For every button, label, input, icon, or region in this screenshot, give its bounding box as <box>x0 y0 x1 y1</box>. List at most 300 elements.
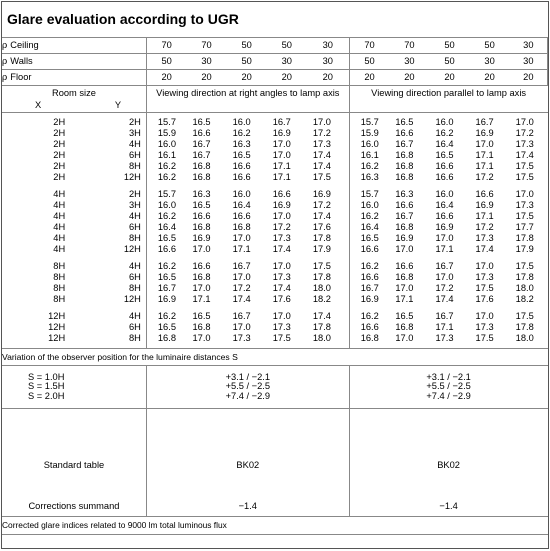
ugr-value-right: 17.6 <box>307 222 349 233</box>
ugr-value-parallel: 15.9 <box>360 128 379 138</box>
data-row <box>2 150 548 161</box>
ugr-value-parallel: 17.5 <box>515 311 534 321</box>
ugr-value-parallel: 16.8 <box>395 322 414 332</box>
ugr-value-parallel: 16.6 <box>395 261 414 271</box>
ugr-value-right: 17.5 <box>272 333 291 343</box>
ugr-value-right: 16.9 <box>157 294 176 304</box>
ugr-value-right: 16.7 <box>272 117 291 127</box>
ugr-value-right: 18.0 <box>307 283 349 294</box>
distance-label: S = 1.0H <box>28 372 65 383</box>
room-x: 8H <box>53 272 66 282</box>
ugr-value-right: 16.3 <box>232 139 251 149</box>
ugr-value-right: 16.6 <box>272 189 291 199</box>
reflectance-value: 20 <box>146 70 186 86</box>
ugr-value-parallel: 17.5 <box>515 211 534 221</box>
variation-label-row <box>2 349 548 366</box>
data-row <box>2 200 548 211</box>
room-x: 4H <box>53 222 66 232</box>
room-x: 8H <box>53 261 66 271</box>
reflectance-value: 70 <box>146 38 186 54</box>
ugr-value-right: 17.4 <box>307 311 349 322</box>
room-y: 2H <box>66 117 146 128</box>
ugr-value-parallel: 16.6 <box>435 172 454 182</box>
ugr-value-parallel: 17.6 <box>475 294 494 304</box>
ugr-value-parallel: 17.1 <box>475 161 494 171</box>
reflectance-value: 30 <box>510 54 548 70</box>
reflectance-value: 50 <box>227 38 267 54</box>
ugr-value-parallel: 16.6 <box>435 161 454 171</box>
reflectance-row <box>2 54 548 70</box>
ugr-value-right: 16.0 <box>157 200 176 210</box>
ugr-value-right: 17.4 <box>232 294 251 304</box>
room-y: 12H <box>66 244 146 255</box>
ugr-value-parallel: 17.5 <box>515 261 534 271</box>
data-row <box>2 128 548 139</box>
reflectance-value: 20 <box>267 70 307 86</box>
ugr-value-parallel: 17.0 <box>475 139 494 149</box>
ugr-value-right: 16.8 <box>192 272 211 282</box>
variation-row <box>2 366 548 409</box>
ugr-value-right: 17.2 <box>307 200 349 211</box>
room-x: 4H <box>53 200 66 210</box>
variation-parallel <box>349 366 547 409</box>
reflectance-value: 20 <box>227 70 267 86</box>
ugr-value-parallel: 16.8 <box>360 333 379 343</box>
ugr-value-parallel: 17.0 <box>395 333 414 343</box>
room-size-label: Room size <box>2 86 146 100</box>
reflectance-value: 50 <box>429 38 469 54</box>
ugr-value-parallel: 16.7 <box>395 211 414 221</box>
room-y: 8H <box>66 283 146 294</box>
ugr-value-right: 16.8 <box>192 172 211 182</box>
page-title: Glare evaluation according to UGR <box>7 11 239 27</box>
ugr-value-parallel: 17.5 <box>515 172 534 182</box>
ugr-value-parallel: 16.8 <box>395 222 414 232</box>
rho-symbol: ρ <box>2 56 8 67</box>
ugr-value-right: 16.8 <box>192 322 211 332</box>
ugr-value-right: 17.0 <box>192 244 211 254</box>
reflectance-label <box>2 54 146 70</box>
ugr-value-right: 17.1 <box>272 172 291 182</box>
ugr-value-right: 16.2 <box>157 261 176 271</box>
ugr-value-parallel: 17.3 <box>435 333 454 343</box>
variation-value-right: +7.4 / −2.9 <box>225 390 271 401</box>
ugr-value-parallel: 17.5 <box>515 161 534 171</box>
room-x: 4H <box>53 233 66 243</box>
corrections-label: Corrections summand <box>2 471 146 517</box>
ugr-value-parallel: 16.4 <box>360 222 379 232</box>
ugr-value-right: 16.5 <box>157 322 176 332</box>
ugr-value-parallel: 16.6 <box>395 200 414 210</box>
ugr-value-parallel: 17.3 <box>475 233 494 243</box>
y-label: Y <box>66 99 146 113</box>
ugr-value-right: 16.0 <box>232 189 251 199</box>
room-y: 6H <box>66 150 146 161</box>
ugr-value-right: 17.1 <box>192 294 211 304</box>
ugr-value-right: 17.4 <box>307 211 349 222</box>
reflectance-value: 20 <box>470 70 510 86</box>
ugr-value-right: 16.0 <box>157 139 176 149</box>
rho-symbol: ρ <box>2 40 8 51</box>
variation-value-parallel: +5.5 / −2.5 <box>426 381 471 392</box>
ugr-value-parallel: 16.4 <box>435 139 454 149</box>
ugr-value-parallel: 16.5 <box>435 150 454 160</box>
reflectance-label <box>2 70 146 86</box>
room-x: 2H <box>53 161 66 171</box>
ugr-value-right: 17.8 <box>307 272 349 283</box>
ugr-value-right: 16.9 <box>272 200 291 210</box>
ugr-value-right: 16.5 <box>192 311 211 321</box>
ugr-value-right: 16.9 <box>192 233 211 243</box>
ugr-value-right: 16.6 <box>157 244 176 254</box>
ugr-value-right: 16.2 <box>157 161 176 171</box>
room-y: 8H <box>66 233 146 244</box>
data-row <box>2 311 548 322</box>
ugr-value-right: 17.2 <box>307 128 349 139</box>
data-row <box>2 283 548 294</box>
ugr-value-parallel: 16.2 <box>360 161 379 171</box>
ugr-value-right: 16.5 <box>192 200 211 210</box>
data-row <box>2 189 548 200</box>
ugr-value-parallel: 17.8 <box>515 322 534 332</box>
ugr-value-parallel: 16.5 <box>395 117 414 127</box>
ugr-value-parallel: 16.8 <box>395 161 414 171</box>
footer-note: Corrected glare indices related to 9000 lm total luminous flux <box>2 517 548 535</box>
reflectance-name: Walls <box>10 55 33 66</box>
reflectance-value: 50 <box>267 38 307 54</box>
ugr-value-right: 17.3 <box>232 333 251 343</box>
ugr-value-right: 16.8 <box>157 333 176 343</box>
ugr-value-parallel: 17.5 <box>475 283 494 293</box>
reflectance-value: 20 <box>389 70 429 86</box>
rho-symbol: ρ <box>2 72 8 83</box>
room-x: 2H <box>53 117 66 127</box>
reflectance-value: 20 <box>187 70 227 86</box>
ugr-value-right: 16.5 <box>192 117 211 127</box>
ugr-value-right: 16.5 <box>157 233 176 243</box>
room-x: 2H <box>53 150 66 160</box>
ugr-value-right: 17.4 <box>272 283 291 293</box>
ugr-value-right: 16.0 <box>232 117 251 127</box>
ugr-value-right: 17.3 <box>307 139 349 150</box>
ugr-value-parallel: 16.7 <box>395 139 414 149</box>
data-row <box>2 233 548 244</box>
ugr-value-right: 16.2 <box>232 128 251 138</box>
ugr-value-parallel: 16.0 <box>435 117 454 127</box>
ugr-value-parallel: 16.5 <box>395 311 414 321</box>
ugr-value-right: 17.0 <box>232 272 251 282</box>
ugr-value-parallel: 17.0 <box>435 272 454 282</box>
room-y: 3H <box>66 200 146 211</box>
x-label: X <box>2 99 66 113</box>
data-row <box>2 294 548 305</box>
ugr-value-parallel: 17.2 <box>475 172 494 182</box>
ugr-value-parallel: 16.7 <box>435 311 454 321</box>
ugr-value-parallel: 16.2 <box>360 311 379 321</box>
ugr-value-right: 16.5 <box>157 272 176 282</box>
room-x: 2H <box>53 172 66 182</box>
ugr-value-parallel: 17.3 <box>515 139 534 149</box>
ugr-value-right: 16.7 <box>232 311 251 321</box>
ugr-value-parallel: 17.2 <box>435 283 454 293</box>
ugr-value-parallel: 16.4 <box>435 200 454 210</box>
data-row <box>2 222 548 233</box>
ugr-value-parallel: 17.4 <box>435 294 454 304</box>
ugr-value-right: 17.3 <box>272 233 291 243</box>
ugr-value-right: 17.2 <box>272 222 291 232</box>
reflectance-label <box>2 38 146 54</box>
ugr-value-right: 17.0 <box>232 322 251 332</box>
reflectance-value: 50 <box>470 38 510 54</box>
ugr-value-parallel: 17.3 <box>515 200 534 210</box>
reflectance-value: 20 <box>510 70 548 86</box>
room-y: 4H <box>66 211 146 222</box>
ugr-value-right: 16.7 <box>192 139 211 149</box>
ugr-value-right: 17.6 <box>272 294 291 304</box>
ugr-value-right: 16.2 <box>157 172 176 182</box>
ugr-value-parallel: 16.6 <box>435 211 454 221</box>
ugr-value-right: 16.9 <box>272 128 291 138</box>
reflectance-row <box>2 38 548 54</box>
reflectance-value: 50 <box>227 54 267 70</box>
ugr-value-parallel: 17.3 <box>475 322 494 332</box>
data-row <box>2 333 548 344</box>
reflectance-value: 30 <box>510 38 548 54</box>
ugr-value-right: 18.0 <box>307 333 349 344</box>
ugr-value-parallel: 17.7 <box>515 222 534 232</box>
room-y: 3H <box>66 128 146 139</box>
footer-row <box>2 517 548 535</box>
ugr-value-parallel: 17.0 <box>395 283 414 293</box>
ugr-value-right: 16.5 <box>232 150 251 160</box>
room-y: 6H <box>66 322 146 333</box>
ugr-value-right: 16.8 <box>232 222 251 232</box>
ugr-value-parallel: 17.2 <box>515 128 534 138</box>
ugr-value-parallel: 17.3 <box>475 272 494 282</box>
ugr-value-right: 16.6 <box>232 211 251 221</box>
ugr-value-right: 16.2 <box>157 311 176 321</box>
ugr-value-parallel: 16.2 <box>360 211 379 221</box>
ugr-value-parallel: 17.9 <box>515 244 534 254</box>
reflectance-value: 70 <box>389 38 429 54</box>
ugr-value-right: 17.0 <box>272 139 291 149</box>
ugr-value-right: 17.3 <box>272 322 291 332</box>
room-y: 2H <box>66 189 146 200</box>
ugr-value-right: 16.6 <box>192 211 211 221</box>
ugr-glare-sheet <box>1 1 549 549</box>
ugr-value-parallel: 16.6 <box>360 322 379 332</box>
ugr-value-parallel: 16.6 <box>395 128 414 138</box>
room-x: 4H <box>53 244 66 254</box>
ugr-value-right: 17.8 <box>307 233 349 244</box>
ugr-value-parallel: 16.5 <box>360 233 379 243</box>
reflectance-value: 30 <box>307 54 349 70</box>
room-y: 4H <box>66 261 146 272</box>
distance-label: S = 2.0H <box>28 390 65 401</box>
reflectance-value: 30 <box>307 38 349 54</box>
ugr-value-right: 17.0 <box>192 333 211 343</box>
room-x: 4H <box>53 189 66 199</box>
ugr-value-parallel: 16.7 <box>475 117 494 127</box>
ugr-value-right: 16.9 <box>307 189 349 200</box>
data-row <box>2 322 548 333</box>
header-row <box>2 86 548 100</box>
ugr-value-parallel: 17.1 <box>475 150 494 160</box>
data-row <box>2 244 548 255</box>
ugr-value-parallel: 17.0 <box>475 311 494 321</box>
ugr-value-right: 16.4 <box>232 200 251 210</box>
ugr-value-right: 16.7 <box>232 261 251 271</box>
ugr-value-right: 16.6 <box>232 161 251 171</box>
data-row <box>2 272 548 283</box>
variation-label: Variation of the observer position for the luminaire distances S <box>2 349 548 366</box>
reflectance-value: 70 <box>187 38 227 54</box>
ugr-value-parallel: 16.9 <box>395 233 414 243</box>
data-row <box>2 117 548 128</box>
ugr-value-right: 16.7 <box>157 283 176 293</box>
reflectance-value: 50 <box>349 54 389 70</box>
room-x: 8H <box>53 294 66 304</box>
ugr-value-right: 16.6 <box>232 172 251 182</box>
ugr-value-right: 15.9 <box>157 128 176 138</box>
data-row <box>2 161 548 172</box>
ugr-value-parallel: 16.6 <box>475 189 494 199</box>
ugr-value-parallel: 16.6 <box>360 272 379 282</box>
data-row <box>2 139 548 150</box>
variation-value-right: +5.5 / −2.5 <box>225 381 271 392</box>
ugr-value-right: 17.0 <box>192 283 211 293</box>
reflectance-value: 20 <box>307 70 349 86</box>
room-y: 12H <box>66 172 146 183</box>
standard-table-parallel: BK02 <box>437 460 460 470</box>
ugr-value-parallel: 17.2 <box>475 222 494 232</box>
ugr-value-parallel: 16.9 <box>475 200 494 210</box>
ugr-value-parallel: 17.1 <box>475 211 494 221</box>
variation-value-parallel: +3.1 / −2.1 <box>426 372 471 383</box>
ugr-value-right: 16.4 <box>157 222 176 232</box>
ugr-value-parallel: 17.4 <box>475 244 494 254</box>
ugr-value-parallel: 16.3 <box>360 172 379 182</box>
ugr-value-right: 16.8 <box>192 161 211 171</box>
ugr-value-right: 17.9 <box>307 244 349 255</box>
reflectance-value: 30 <box>267 54 307 70</box>
ugr-value-right: 17.4 <box>307 161 349 172</box>
ugr-value-parallel: 17.0 <box>475 261 494 271</box>
reflectance-value: 50 <box>429 54 469 70</box>
ugr-value-parallel: 17.8 <box>515 233 534 243</box>
reflectance-row <box>2 70 548 86</box>
reflectance-value: 50 <box>146 54 186 70</box>
ugr-value-right: 17.1 <box>272 161 291 171</box>
ugr-value-parallel: 16.6 <box>360 244 379 254</box>
ugr-value-parallel: 16.0 <box>435 189 454 199</box>
ugr-value-right: 16.8 <box>192 222 211 232</box>
ugr-value-parallel: 16.0 <box>360 139 379 149</box>
ugr-value-parallel: 17.4 <box>515 150 534 160</box>
room-x: 2H <box>53 139 66 149</box>
reflectance-value: 20 <box>429 70 469 86</box>
room-x: 4H <box>53 211 66 221</box>
reflectance-name: Floor <box>10 71 32 82</box>
ugr-value-right: 17.5 <box>307 261 349 272</box>
ugr-value-parallel: 16.7 <box>435 261 454 271</box>
reflectance-value: 30 <box>470 54 510 70</box>
variation-value-right: +3.1 / −2.1 <box>225 372 271 383</box>
ugr-value-right: 17.0 <box>272 211 291 221</box>
ugr-value-right: 17.5 <box>307 172 349 183</box>
ugr-value-parallel: 17.0 <box>395 244 414 254</box>
ugr-value-parallel: 16.0 <box>360 200 379 210</box>
ugr-value-right: 17.0 <box>307 117 349 128</box>
ugr-value-parallel: 17.8 <box>515 272 534 282</box>
standard-table-label: Standard table <box>2 409 146 472</box>
distance-labels <box>2 366 146 409</box>
ugr-value-parallel: 16.8 <box>395 172 414 182</box>
ugr-value-parallel: 16.2 <box>360 261 379 271</box>
ugr-value-right: 17.1 <box>232 244 251 254</box>
room-x: 8H <box>53 283 66 293</box>
ugr-value-right: 16.6 <box>192 128 211 138</box>
ugr-table <box>2 37 548 535</box>
ugr-value-parallel: 15.7 <box>360 189 379 199</box>
ugr-value-parallel: 16.9 <box>360 294 379 304</box>
variation-value-parallel: +7.4 / −2.9 <box>426 390 471 401</box>
ugr-value-parallel: 17.0 <box>515 117 534 127</box>
reflectance-value: 30 <box>389 54 429 70</box>
reflectance-name: Ceiling <box>10 39 39 50</box>
ugr-value-right: 16.6 <box>192 261 211 271</box>
ugr-value-right: 17.4 <box>272 244 291 254</box>
reflectance-value: 70 <box>349 38 389 54</box>
ugr-value-right: 17.3 <box>272 272 291 282</box>
reflectance-value: 20 <box>349 70 389 86</box>
ugr-value-right: 16.3 <box>192 189 211 199</box>
room-x: 12H <box>48 311 66 321</box>
ugr-value-parallel: 17.0 <box>515 189 534 199</box>
ugr-value-right: 18.2 <box>307 294 349 305</box>
room-x: 2H <box>53 128 66 138</box>
ugr-value-parallel: 16.1 <box>360 150 379 160</box>
data-row <box>2 211 548 222</box>
ugr-value-parallel: 16.7 <box>360 283 379 293</box>
ugr-value-right: 15.7 <box>157 117 176 127</box>
ugr-value-right: 17.8 <box>307 322 349 333</box>
ugr-value-parallel: 16.9 <box>475 128 494 138</box>
ugr-value-parallel: 18.0 <box>515 333 534 343</box>
corrections-row <box>2 471 548 517</box>
room-y: 8H <box>66 161 146 172</box>
corrections-parallel: −1.4 <box>349 471 547 517</box>
ugr-value-parallel: 18.2 <box>515 294 534 304</box>
ugr-value-parallel: 17.5 <box>475 333 494 343</box>
room-y: 6H <box>66 272 146 283</box>
corrections-right: −1.4 <box>146 471 349 517</box>
variation-right <box>146 366 349 409</box>
data-row <box>2 261 548 272</box>
standard-table-right: BK02 <box>146 409 349 472</box>
ugr-value-right: 17.0 <box>272 261 291 271</box>
room-y: 4H <box>66 139 146 150</box>
data-row <box>2 172 548 183</box>
ugr-value-parallel: 17.1 <box>395 294 414 304</box>
ugr-value-right: 17.0 <box>232 233 251 243</box>
distance-label: S = 1.5H <box>28 381 65 392</box>
ugr-value-parallel: 16.3 <box>395 189 414 199</box>
room-y: 4H <box>66 311 146 322</box>
room-y: 6H <box>66 222 146 233</box>
reflectance-value: 30 <box>187 54 227 70</box>
direction-parallel-header: Viewing direction parallel to lamp axis <box>349 86 547 113</box>
